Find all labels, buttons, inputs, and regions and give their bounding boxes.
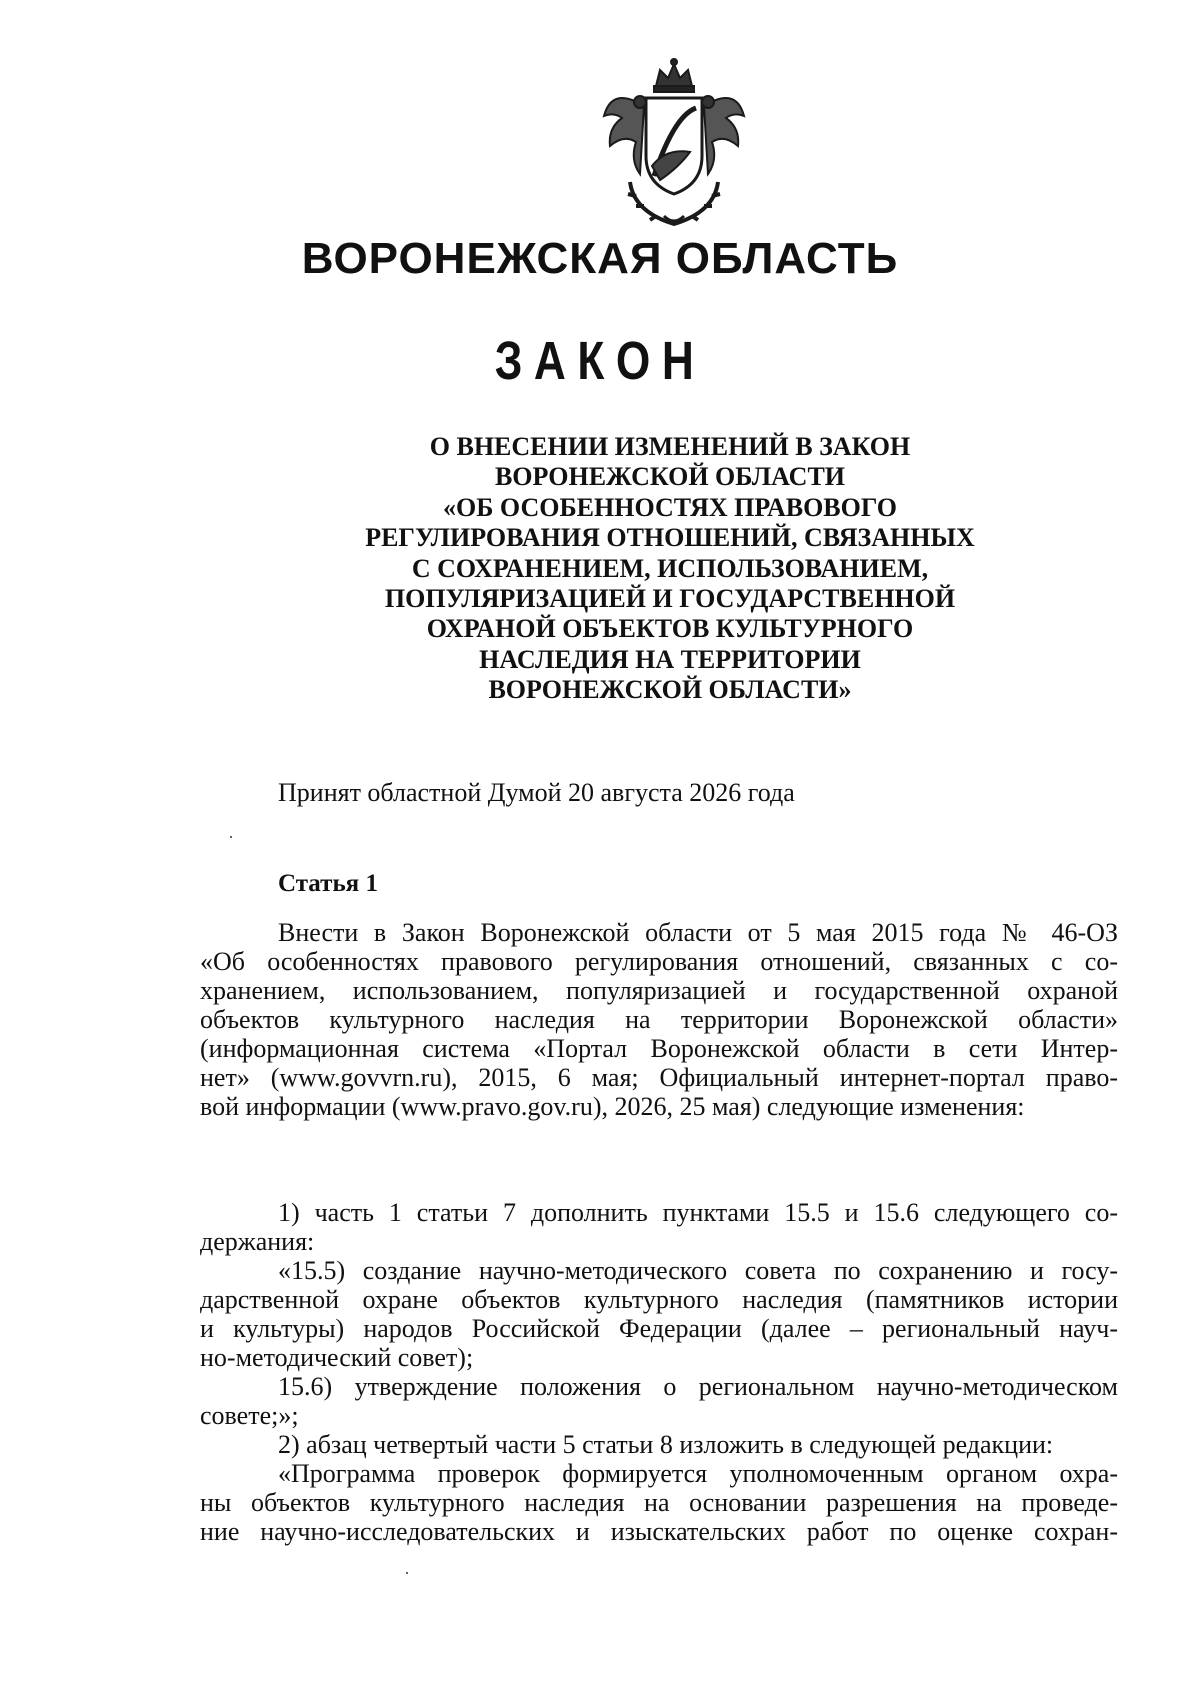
law-title-line: ВОРОНЕЖСКОЙ ОБЛАСТИ [494, 462, 846, 492]
paragraph-line: хранением, использованием, популяризацией и государственной охраной [200, 976, 1118, 1005]
law-title-line: ВОРОНЕЖСКОЙ ОБЛАСТИ» [488, 675, 852, 705]
paragraph-line: и культуры) народов Российской Федерации (далее – региональный науч- [200, 1314, 1118, 1343]
paragraph-line: 15.6) утверждение положения о региональном научно-методическом [278, 1372, 1118, 1401]
adoption-date-line: Принят областной Думой 20 августа 2026 года [278, 778, 795, 807]
paragraph-line: вой информации (www.pravo.gov.ru), 2026, 25 мая) следующие изменения: [200, 1092, 1025, 1121]
paragraph-line: «15.5) создание научно-методического совета по сохранению и госу- [278, 1256, 1118, 1285]
law-title-line: С СОХРАНЕНИЕМ, ИСПОЛЬЗОВАНИЕМ, [411, 553, 929, 583]
paragraph-line: но-методический совет); [200, 1343, 474, 1372]
paragraph-line: дарственной охране объектов культурного наследия (памятников истории [200, 1285, 1118, 1314]
law-title-line: «ОБ ОСОБЕННОСТЯХ ПРАВОВОГО [443, 492, 897, 522]
scan-speck [406, 1572, 408, 1574]
region-title: ВОРОНЕЖСКАЯ ОБЛАСТЬ [301, 234, 899, 283]
paragraph-line: 2) абзац четвертый части 5 статьи 8 изложить в следующей редакции: [278, 1430, 1054, 1459]
document-type: ЗАКОН [494, 331, 706, 391]
paragraph-line: нет» (www.govvrn.ru), 2015, 6 мая; Официальный интернет-портал право- [200, 1063, 1118, 1092]
scan-speck [230, 836, 232, 838]
law-title-line: РЕГУЛИРОВАНИЯ ОТНОШЕНИЙ, СВЯЗАННЫХ [365, 523, 975, 553]
paragraph-line: ны объектов культурного наследия на основании разрешения на проведе- [200, 1488, 1118, 1517]
paragraph-line: Внести в Закон Воронежской области от 5 мая 2015 года № 46-ОЗ [278, 918, 1118, 947]
paragraph-line: объектов культурного наследия на территории Воронежской области» [200, 1005, 1118, 1034]
paragraph-line: 1) часть 1 статьи 7 дополнить пунктами 15.5 и 15.6 следующего со- [278, 1198, 1118, 1227]
paragraph-line: «Об особенностях правового регулирования отношений, связанных с со- [200, 947, 1118, 976]
law-title-line: ПОПУЛЯРИЗАЦИЕЙ И ГОСУДАРСТВЕННОЙ [384, 584, 956, 614]
law-title-line: ОХРАНОЙ ОБЪЕКТОВ КУЛЬТУРНОГО [426, 614, 914, 644]
article-changes [200, 1198, 1118, 1546]
law-title-line: О ВНЕСЕНИИ ИЗМЕНЕНИЙ В ЗАКОН [429, 432, 911, 461]
law-title-line: НАСЛЕДИЯ НА ТЕРРИТОРИИ [479, 644, 861, 674]
paragraph-line: совете;»; [200, 1401, 299, 1430]
voronezh-coat-of-arms-icon [594, 56, 754, 228]
paragraph-line: ние научно-исследовательских и изыскательских работ по оценке сохран- [200, 1517, 1118, 1546]
law-title [300, 432, 1040, 706]
paragraph-line: «Программа проверок формируется уполномоченным органом охра- [278, 1459, 1118, 1488]
paragraph-line: держания: [200, 1227, 315, 1256]
article-heading: Статья 1 [278, 870, 378, 897]
article-intro-paragraph [200, 918, 1118, 1121]
paragraph-line: (информационная система «Портал Воронежской области в сети Интер- [200, 1034, 1118, 1063]
